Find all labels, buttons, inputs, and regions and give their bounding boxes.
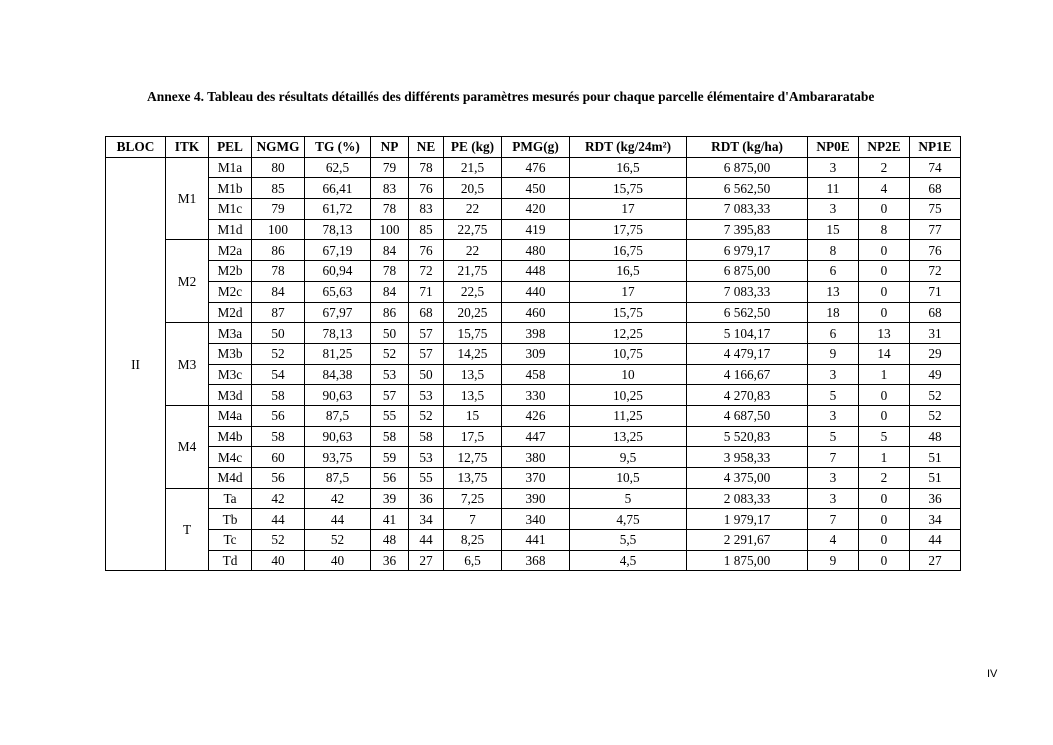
table-cell: 6,5 bbox=[444, 550, 502, 571]
table-cell: 14,25 bbox=[444, 343, 502, 364]
table-cell: 78 bbox=[371, 261, 409, 282]
table-cell: M1d bbox=[209, 219, 252, 240]
table-cell: 48 bbox=[910, 426, 961, 447]
table-cell: 440 bbox=[502, 281, 570, 302]
table-cell: 16,5 bbox=[570, 261, 687, 282]
table-cell: 6 bbox=[808, 261, 859, 282]
column-header: PEL bbox=[209, 137, 252, 158]
itk-cell: M4 bbox=[166, 405, 209, 488]
table-cell: 87,5 bbox=[305, 405, 371, 426]
table-cell: 36 bbox=[409, 488, 444, 509]
table-cell: 0 bbox=[859, 302, 910, 323]
table-cell: 10,75 bbox=[570, 343, 687, 364]
table-cell: 72 bbox=[910, 261, 961, 282]
table-cell: 2 083,33 bbox=[687, 488, 808, 509]
itk-cell: M3 bbox=[166, 323, 209, 406]
table-cell: 50 bbox=[409, 364, 444, 385]
table-cell: 7 083,33 bbox=[687, 281, 808, 302]
table-cell: 78 bbox=[409, 157, 444, 178]
table-cell: 340 bbox=[502, 509, 570, 530]
table-cell: 2 bbox=[859, 468, 910, 489]
table-cell: 13,5 bbox=[444, 364, 502, 385]
table-cell: 52 bbox=[910, 385, 961, 406]
table-cell: 448 bbox=[502, 261, 570, 282]
table-cell: 480 bbox=[502, 240, 570, 261]
table-row bbox=[106, 509, 961, 530]
table-cell: 51 bbox=[910, 468, 961, 489]
table-cell: 7,25 bbox=[444, 488, 502, 509]
table-cell: 84 bbox=[371, 281, 409, 302]
table-cell: 7 bbox=[808, 509, 859, 530]
table-cell: 36 bbox=[910, 488, 961, 509]
table-cell: 56 bbox=[252, 468, 305, 489]
table-cell: 22 bbox=[444, 199, 502, 220]
table-cell: M2d bbox=[209, 302, 252, 323]
table-cell: 17 bbox=[570, 199, 687, 220]
table-cell: 61,72 bbox=[305, 199, 371, 220]
table-cell: 60,94 bbox=[305, 261, 371, 282]
table-cell: 0 bbox=[859, 405, 910, 426]
table-cell: 6 875,00 bbox=[687, 261, 808, 282]
table-cell: 10,5 bbox=[570, 468, 687, 489]
table-cell: 380 bbox=[502, 447, 570, 468]
table-cell: 100 bbox=[252, 219, 305, 240]
table-cell: 51 bbox=[910, 447, 961, 468]
table-cell: M2c bbox=[209, 281, 252, 302]
table-cell: 86 bbox=[252, 240, 305, 261]
table-cell: 5,5 bbox=[570, 530, 687, 551]
table-cell: 450 bbox=[502, 178, 570, 199]
table-cell: 458 bbox=[502, 364, 570, 385]
table-cell: Td bbox=[209, 550, 252, 571]
table-cell: 10,25 bbox=[570, 385, 687, 406]
table-cell: 87,5 bbox=[305, 468, 371, 489]
table-cell: 58 bbox=[371, 426, 409, 447]
table-cell: 53 bbox=[371, 364, 409, 385]
table-cell: 17 bbox=[570, 281, 687, 302]
table-cell: 52 bbox=[409, 405, 444, 426]
table-cell: 13,25 bbox=[570, 426, 687, 447]
table-cell: M1a bbox=[209, 157, 252, 178]
table-row bbox=[106, 219, 961, 240]
table-cell: 57 bbox=[409, 343, 444, 364]
table-cell: 8 bbox=[808, 240, 859, 261]
table-cell: 52 bbox=[252, 530, 305, 551]
table-cell: 42 bbox=[305, 488, 371, 509]
table-cell: 77 bbox=[910, 219, 961, 240]
table-cell: 27 bbox=[910, 550, 961, 571]
table-cell: 6 979,17 bbox=[687, 240, 808, 261]
table-cell: 85 bbox=[409, 219, 444, 240]
table-cell: 21,5 bbox=[444, 157, 502, 178]
table-cell: 20,25 bbox=[444, 302, 502, 323]
table-cell: M3c bbox=[209, 364, 252, 385]
table-cell: 86 bbox=[371, 302, 409, 323]
table-cell: 83 bbox=[409, 199, 444, 220]
table-cell: 34 bbox=[409, 509, 444, 530]
table-cell: 17,75 bbox=[570, 219, 687, 240]
table-cell: 15,75 bbox=[570, 178, 687, 199]
table-row bbox=[106, 323, 961, 344]
column-header: NGMG bbox=[252, 137, 305, 158]
table-cell: 41 bbox=[371, 509, 409, 530]
table-cell: 67,97 bbox=[305, 302, 371, 323]
table-cell: 4 bbox=[808, 530, 859, 551]
table-cell: 62,5 bbox=[305, 157, 371, 178]
table-cell: 6 875,00 bbox=[687, 157, 808, 178]
itk-cell: M1 bbox=[166, 157, 209, 240]
table-cell: 53 bbox=[409, 385, 444, 406]
table-cell: 4 479,17 bbox=[687, 343, 808, 364]
table-cell: 80 bbox=[252, 157, 305, 178]
table-cell: 13 bbox=[859, 323, 910, 344]
table-cell: 12,75 bbox=[444, 447, 502, 468]
table-cell: 3 bbox=[808, 488, 859, 509]
table-cell: 29 bbox=[910, 343, 961, 364]
table-cell: 10 bbox=[570, 364, 687, 385]
table-cell: 84,38 bbox=[305, 364, 371, 385]
table-cell: 85 bbox=[252, 178, 305, 199]
table-cell: 21,75 bbox=[444, 261, 502, 282]
table-cell: 3 958,33 bbox=[687, 447, 808, 468]
table-body bbox=[106, 157, 961, 571]
table-cell: 31 bbox=[910, 323, 961, 344]
table-cell: M2b bbox=[209, 261, 252, 282]
table-row bbox=[106, 157, 961, 178]
table-cell: 4,75 bbox=[570, 509, 687, 530]
column-header: RDT (kg/ha) bbox=[687, 137, 808, 158]
table-cell: 11 bbox=[808, 178, 859, 199]
table-cell: 20,5 bbox=[444, 178, 502, 199]
table-cell: 59 bbox=[371, 447, 409, 468]
table-cell: 52 bbox=[305, 530, 371, 551]
table-cell: 42 bbox=[252, 488, 305, 509]
table-cell: 5 bbox=[570, 488, 687, 509]
column-header: NP1E bbox=[910, 137, 961, 158]
table-cell: 9 bbox=[808, 550, 859, 571]
table-cell: 9 bbox=[808, 343, 859, 364]
table-cell: 5 104,17 bbox=[687, 323, 808, 344]
table-cell: 3 bbox=[808, 364, 859, 385]
table-cell: 76 bbox=[409, 178, 444, 199]
table-cell: M1c bbox=[209, 199, 252, 220]
table-cell: 90,63 bbox=[305, 426, 371, 447]
table-cell: 72 bbox=[409, 261, 444, 282]
table-row bbox=[106, 426, 961, 447]
table-cell: Ta bbox=[209, 488, 252, 509]
table-cell: 6 562,50 bbox=[687, 302, 808, 323]
table-cell: 49 bbox=[910, 364, 961, 385]
table-row bbox=[106, 364, 961, 385]
table-cell: 0 bbox=[859, 281, 910, 302]
table-cell: 66,41 bbox=[305, 178, 371, 199]
table-cell: 0 bbox=[859, 550, 910, 571]
table-cell: 40 bbox=[305, 550, 371, 571]
table-cell: 368 bbox=[502, 550, 570, 571]
table-cell: 3 bbox=[808, 199, 859, 220]
table-cell: 390 bbox=[502, 488, 570, 509]
table-cell: 22,5 bbox=[444, 281, 502, 302]
table-cell: M4d bbox=[209, 468, 252, 489]
table-caption: Annexe 4. Tableau des résultats détaillés des différents paramètres mesurés pour chaque parcelle élémentaire d'Ambararatabe bbox=[147, 89, 875, 104]
table-cell: 71 bbox=[409, 281, 444, 302]
table-row bbox=[106, 261, 961, 282]
table-cell: 52 bbox=[910, 405, 961, 426]
table-cell: 84 bbox=[252, 281, 305, 302]
table-cell: 22,75 bbox=[444, 219, 502, 240]
column-header: NP0E bbox=[808, 137, 859, 158]
table-cell: 4 687,50 bbox=[687, 405, 808, 426]
table-cell: 5 520,83 bbox=[687, 426, 808, 447]
table-cell: 78 bbox=[252, 261, 305, 282]
table-cell: 14 bbox=[859, 343, 910, 364]
table-cell: 15,75 bbox=[444, 323, 502, 344]
table-cell: 57 bbox=[371, 385, 409, 406]
table-cell: 4 bbox=[859, 178, 910, 199]
table-cell: 50 bbox=[252, 323, 305, 344]
table-cell: 1 979,17 bbox=[687, 509, 808, 530]
table-cell: 6 562,50 bbox=[687, 178, 808, 199]
table-cell: M2a bbox=[209, 240, 252, 261]
table-cell: 13 bbox=[808, 281, 859, 302]
table-cell: 56 bbox=[371, 468, 409, 489]
table-cell: 0 bbox=[859, 488, 910, 509]
column-header: TG (%) bbox=[305, 137, 371, 158]
table-cell: 330 bbox=[502, 385, 570, 406]
table-cell: 3 bbox=[808, 157, 859, 178]
table-cell: 48 bbox=[371, 530, 409, 551]
table-cell: 13,5 bbox=[444, 385, 502, 406]
table-cell: 8,25 bbox=[444, 530, 502, 551]
itk-cell: M2 bbox=[166, 240, 209, 323]
table-cell: 79 bbox=[371, 157, 409, 178]
table-cell: 65,63 bbox=[305, 281, 371, 302]
table-cell: 370 bbox=[502, 468, 570, 489]
table-cell: 3 bbox=[808, 468, 859, 489]
table-cell: 36 bbox=[371, 550, 409, 571]
table-cell: M4a bbox=[209, 405, 252, 426]
table-cell: 76 bbox=[910, 240, 961, 261]
table-cell: 398 bbox=[502, 323, 570, 344]
table-cell: 58 bbox=[252, 385, 305, 406]
table-row bbox=[106, 468, 961, 489]
column-header: PE (kg) bbox=[444, 137, 502, 158]
table-cell: 55 bbox=[371, 405, 409, 426]
table-cell: M3d bbox=[209, 385, 252, 406]
table-cell: M4b bbox=[209, 426, 252, 447]
table-cell: 420 bbox=[502, 199, 570, 220]
table-row bbox=[106, 385, 961, 406]
table-cell: 44 bbox=[910, 530, 961, 551]
table-cell: Tb bbox=[209, 509, 252, 530]
table-cell: 75 bbox=[910, 199, 961, 220]
table-cell: 79 bbox=[252, 199, 305, 220]
table-row bbox=[106, 488, 961, 509]
table-cell: 460 bbox=[502, 302, 570, 323]
table-cell: 44 bbox=[305, 509, 371, 530]
table-cell: 68 bbox=[910, 178, 961, 199]
table-cell: 16,75 bbox=[570, 240, 687, 261]
table-cell: 78,13 bbox=[305, 219, 371, 240]
table-cell: 3 bbox=[808, 405, 859, 426]
table-cell: 4 270,83 bbox=[687, 385, 808, 406]
table-cell: 6 bbox=[808, 323, 859, 344]
column-header: NE bbox=[409, 137, 444, 158]
table-cell: 52 bbox=[371, 343, 409, 364]
table-row bbox=[106, 405, 961, 426]
table-cell: 76 bbox=[409, 240, 444, 261]
table-cell: 8 bbox=[859, 219, 910, 240]
table-row bbox=[106, 178, 961, 199]
table-cell: M3b bbox=[209, 343, 252, 364]
table-cell: Tc bbox=[209, 530, 252, 551]
table-cell: 2 291,67 bbox=[687, 530, 808, 551]
table-row bbox=[106, 447, 961, 468]
table-cell: 34 bbox=[910, 509, 961, 530]
table-cell: 5 bbox=[859, 426, 910, 447]
table-cell: 68 bbox=[910, 302, 961, 323]
bloc-cell: II bbox=[106, 157, 166, 571]
table-cell: 5 bbox=[808, 426, 859, 447]
table-cell: 40 bbox=[252, 550, 305, 571]
table-cell: 71 bbox=[910, 281, 961, 302]
column-header: BLOC bbox=[106, 137, 166, 158]
table-cell: 17,5 bbox=[444, 426, 502, 447]
table-cell: 93,75 bbox=[305, 447, 371, 468]
table-cell: M3a bbox=[209, 323, 252, 344]
table-cell: 419 bbox=[502, 219, 570, 240]
table-cell: M1b bbox=[209, 178, 252, 199]
table-cell: 52 bbox=[252, 343, 305, 364]
table-cell: 9,5 bbox=[570, 447, 687, 468]
results-table bbox=[105, 136, 961, 571]
table-cell: 7 395,83 bbox=[687, 219, 808, 240]
table-cell: 74 bbox=[910, 157, 961, 178]
table-cell: 11,25 bbox=[570, 405, 687, 426]
table-cell: 53 bbox=[409, 447, 444, 468]
column-header: NP bbox=[371, 137, 409, 158]
table-cell: 50 bbox=[371, 323, 409, 344]
itk-cell: T bbox=[166, 488, 209, 571]
table-row bbox=[106, 281, 961, 302]
page-number: IV bbox=[987, 668, 998, 680]
table-cell: 27 bbox=[409, 550, 444, 571]
table-cell: 13,75 bbox=[444, 468, 502, 489]
table-cell: 1 875,00 bbox=[687, 550, 808, 571]
table-cell: 441 bbox=[502, 530, 570, 551]
table-cell: 4 166,67 bbox=[687, 364, 808, 385]
column-header: ITK bbox=[166, 137, 209, 158]
table-cell: 0 bbox=[859, 385, 910, 406]
table-cell: 55 bbox=[409, 468, 444, 489]
column-header: RDT (kg/24m²) bbox=[570, 137, 687, 158]
table-cell: 100 bbox=[371, 219, 409, 240]
table-cell: 0 bbox=[859, 261, 910, 282]
table-cell: 476 bbox=[502, 157, 570, 178]
table-cell: 78 bbox=[371, 199, 409, 220]
table-cell: 4 375,00 bbox=[687, 468, 808, 489]
table-row bbox=[106, 240, 961, 261]
table-row bbox=[106, 550, 961, 571]
table-cell: 7 bbox=[808, 447, 859, 468]
table-cell: 7 083,33 bbox=[687, 199, 808, 220]
table-cell: 12,25 bbox=[570, 323, 687, 344]
table-cell: 447 bbox=[502, 426, 570, 447]
table-cell: M4c bbox=[209, 447, 252, 468]
table-cell: 5 bbox=[808, 385, 859, 406]
table-cell: 309 bbox=[502, 343, 570, 364]
table-cell: 1 bbox=[859, 364, 910, 385]
table-row bbox=[106, 530, 961, 551]
table-cell: 81,25 bbox=[305, 343, 371, 364]
table-cell: 57 bbox=[409, 323, 444, 344]
table-cell: 0 bbox=[859, 240, 910, 261]
table-cell: 83 bbox=[371, 178, 409, 199]
table-cell: 16,5 bbox=[570, 157, 687, 178]
table-row bbox=[106, 343, 961, 364]
table-row bbox=[106, 302, 961, 323]
table-cell: 58 bbox=[252, 426, 305, 447]
table-cell: 4,5 bbox=[570, 550, 687, 571]
table-cell: 44 bbox=[252, 509, 305, 530]
table-cell: 67,19 bbox=[305, 240, 371, 261]
column-header: PMG(g) bbox=[502, 137, 570, 158]
header-row bbox=[106, 137, 961, 158]
table-cell: 78,13 bbox=[305, 323, 371, 344]
column-header: NP2E bbox=[859, 137, 910, 158]
table-cell: 56 bbox=[252, 405, 305, 426]
table-cell: 58 bbox=[409, 426, 444, 447]
table-cell: 0 bbox=[859, 530, 910, 551]
table-cell: 90,63 bbox=[305, 385, 371, 406]
table-cell: 87 bbox=[252, 302, 305, 323]
table-cell: 60 bbox=[252, 447, 305, 468]
table-cell: 1 bbox=[859, 447, 910, 468]
table-cell: 54 bbox=[252, 364, 305, 385]
table-cell: 2 bbox=[859, 157, 910, 178]
table-row bbox=[106, 199, 961, 220]
table-cell: 7 bbox=[444, 509, 502, 530]
table-cell: 15 bbox=[444, 405, 502, 426]
table-cell: 44 bbox=[409, 530, 444, 551]
table-cell: 15 bbox=[808, 219, 859, 240]
table-cell: 22 bbox=[444, 240, 502, 261]
table-cell: 426 bbox=[502, 405, 570, 426]
table-cell: 68 bbox=[409, 302, 444, 323]
table-cell: 84 bbox=[371, 240, 409, 261]
table-cell: 18 bbox=[808, 302, 859, 323]
table-cell: 39 bbox=[371, 488, 409, 509]
table-cell: 0 bbox=[859, 509, 910, 530]
table-cell: 0 bbox=[859, 199, 910, 220]
table-cell: 15,75 bbox=[570, 302, 687, 323]
